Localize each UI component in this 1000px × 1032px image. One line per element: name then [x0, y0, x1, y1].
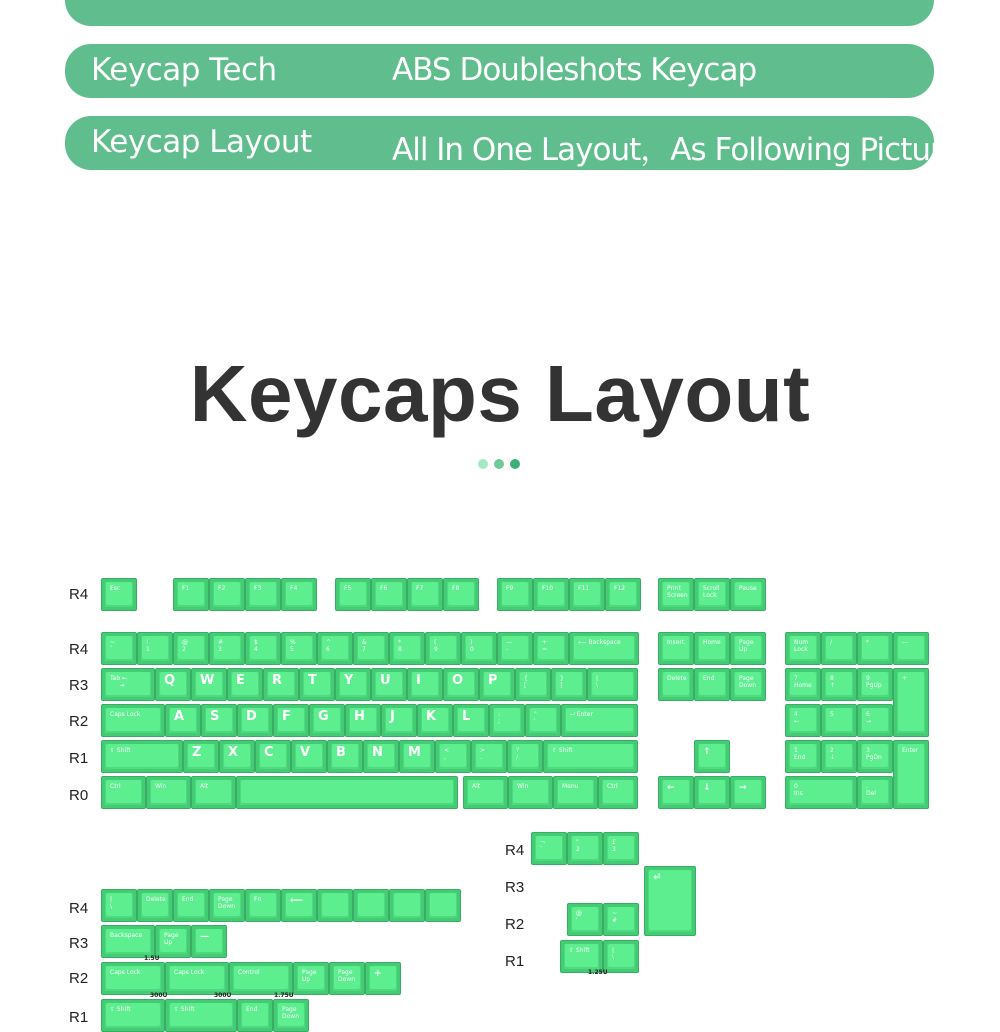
- keycap-legend: Page Up: [739, 639, 754, 653]
- keycap-legend: 5: [830, 711, 834, 718]
- keycap-legend: Pause: [739, 585, 757, 592]
- keycap-legend: : ;: [498, 711, 501, 725]
- keycap-legend: +: [374, 969, 382, 979]
- keycap-legend: 9 PgUp: [866, 675, 882, 689]
- keycap-legend: Print Screen: [667, 585, 688, 599]
- spec-row-colorway: [65, 0, 934, 26]
- keycap-legend: +: [902, 675, 908, 682]
- keycap: [857, 668, 893, 701]
- keycap: [857, 704, 893, 737]
- keycap: [173, 578, 209, 611]
- keycap-legend: * 8: [398, 639, 402, 653]
- keycap: [497, 578, 533, 611]
- keycap: [293, 962, 329, 995]
- keycap: [553, 776, 598, 809]
- keycap: [730, 776, 766, 809]
- keycap: [893, 740, 929, 809]
- spec-row-keycap-layout: [65, 116, 960, 170]
- keycap-legend: ¬ `: [540, 839, 546, 853]
- keycap-legend: Alt: [200, 783, 209, 790]
- keycap-legend: 7 Home: [794, 675, 812, 689]
- decorative-dot: [494, 459, 504, 469]
- keycap-legend: @ ': [576, 910, 582, 924]
- keycap-legend: Num Lock: [794, 639, 809, 653]
- keycap: [893, 632, 929, 665]
- keycap-legend: 2 ↓: [830, 747, 836, 761]
- keycap-legend: U: [380, 673, 391, 688]
- keycap: [785, 668, 821, 701]
- row-label: R4: [505, 842, 525, 859]
- keycap-legend: Menu: [562, 783, 579, 790]
- keycap: [785, 740, 821, 773]
- keycap: [658, 578, 694, 611]
- keycap-legend: →: [739, 783, 747, 793]
- decorative-dot: [478, 459, 488, 469]
- keycap: [101, 776, 146, 809]
- keycap-legend: | \: [110, 896, 113, 910]
- keycap: [399, 740, 435, 773]
- keycap: [407, 578, 443, 611]
- keycap-legend: ) 0: [470, 639, 474, 653]
- row-label: R0: [69, 787, 89, 804]
- keycap-legend: F12: [614, 585, 626, 592]
- keycap-legend: 4 ←: [794, 711, 800, 725]
- keycap: [101, 889, 137, 922]
- keycap-legend: Fn: [254, 896, 262, 903]
- row-label: R4: [69, 586, 89, 603]
- keycap: [785, 776, 857, 809]
- keycap: [371, 668, 407, 701]
- keycap: [658, 632, 694, 665]
- keycap: [191, 776, 236, 809]
- row-label: R2: [505, 916, 525, 933]
- row-label: R1: [69, 1009, 89, 1026]
- keycap: [229, 962, 293, 995]
- keycap-legend: W: [200, 673, 215, 688]
- keycap-legend: Z: [192, 745, 202, 760]
- keycap-legend: G: [318, 709, 329, 724]
- keycap-legend: + =: [542, 639, 548, 653]
- keycap-legend: 0 Ins: [794, 783, 803, 797]
- keycap: [173, 889, 209, 922]
- keycap-legend: V: [300, 745, 311, 760]
- keycap: [857, 776, 893, 809]
- keycap-legend: E: [236, 673, 245, 688]
- keycap: [569, 632, 639, 665]
- keycap: [281, 578, 317, 611]
- keycap: [363, 740, 399, 773]
- keycap: [658, 668, 694, 701]
- keycap-legend: ⇧ Shift: [552, 747, 573, 754]
- keycap: [381, 704, 417, 737]
- keycap: [425, 632, 461, 665]
- keycap: [345, 704, 381, 737]
- keycap: [515, 668, 551, 701]
- keycap: [694, 776, 730, 809]
- row-label: R3: [69, 935, 89, 952]
- keycap-legend: 3 PgDn: [866, 747, 882, 761]
- keycap-legend: ^ 6: [326, 639, 332, 653]
- keycap-legend: " ': [534, 711, 537, 725]
- keycap-legend: ⇧ Shift: [569, 947, 590, 954]
- keycap-legend: M: [408, 745, 421, 760]
- keycap-legend: B: [336, 745, 346, 760]
- keycap: [101, 740, 183, 773]
- keycap: [507, 740, 543, 773]
- keycap: [730, 578, 766, 611]
- keycap: [543, 740, 638, 773]
- keycap-legend: 1 End: [794, 747, 806, 761]
- keycap-legend: Delete: [146, 896, 166, 903]
- keycap: [603, 903, 639, 936]
- keycap: [821, 704, 857, 737]
- keycap: [146, 776, 191, 809]
- keycap: [425, 889, 461, 922]
- keycap-legend: I: [416, 673, 421, 688]
- keycap: [443, 578, 479, 611]
- keycap-legend: F5: [344, 585, 352, 592]
- keycap: [821, 668, 857, 701]
- keycap-legend: Backspace: [110, 932, 143, 939]
- keycap-legend: F9: [506, 585, 514, 592]
- keycap: [857, 632, 893, 665]
- keycap-legend: *: [866, 639, 869, 646]
- keycap: [389, 889, 425, 922]
- keycap-legend: ↓: [703, 783, 711, 793]
- keycap: [407, 668, 443, 701]
- keycap-legend: H: [354, 709, 365, 724]
- keycap-legend: Q: [164, 673, 176, 688]
- key-size-note: 1.5U: [144, 955, 160, 962]
- keycap-legend: S: [210, 709, 220, 724]
- keycap-legend: Y: [344, 673, 354, 688]
- keycap: [644, 866, 696, 936]
- keycap-legend: Alt: [472, 783, 481, 790]
- keycap-legend: F4: [290, 585, 298, 592]
- keycap: [299, 668, 335, 701]
- row-label: R2: [69, 970, 89, 987]
- keycap-legend: ( 9: [434, 639, 438, 653]
- keycap-legend: " 2: [576, 839, 580, 853]
- keycap: [236, 776, 458, 809]
- keycap-legend: Scroll Lock: [703, 585, 720, 599]
- keycap: [569, 578, 605, 611]
- keycap: [201, 704, 237, 737]
- keycap: [255, 740, 291, 773]
- keycap: [508, 776, 553, 809]
- keycap-legend: Ctrl: [607, 783, 618, 790]
- keycap-legend: | \: [612, 947, 615, 961]
- keycap-legend: Win: [517, 783, 529, 790]
- spec-label: Keycap Tech: [91, 52, 277, 88]
- keycap-legend: | \: [596, 675, 599, 689]
- keycap: [561, 704, 638, 737]
- keycap: [417, 704, 453, 737]
- keycap: [489, 704, 525, 737]
- section-heading: Keycaps Layout: [189, 349, 811, 438]
- keycap: [137, 889, 173, 922]
- keycap-legend: F: [282, 709, 291, 724]
- keycap-legend: 6 →: [866, 711, 872, 725]
- keycap: [183, 740, 219, 773]
- keycap: [821, 740, 857, 773]
- keycap: [658, 776, 694, 809]
- keycap: [598, 776, 638, 809]
- keycap: [371, 578, 407, 611]
- keycap: [245, 632, 281, 665]
- keycap: [730, 668, 766, 701]
- keycap: [273, 704, 309, 737]
- keycap: [101, 999, 165, 1032]
- keycap: [453, 704, 489, 737]
- keycap: [785, 632, 821, 665]
- keycap-legend: ? /: [516, 747, 520, 761]
- keycap: [463, 776, 508, 809]
- keycap-legend: X: [228, 745, 239, 760]
- keycap-legend: % 5: [290, 639, 296, 653]
- keycap-legend: End: [246, 1006, 258, 1013]
- key-size-note: 300U: [214, 992, 232, 999]
- keycap: [497, 632, 533, 665]
- keycap: [191, 668, 227, 701]
- row-label: R2: [69, 713, 89, 730]
- keycap: [603, 940, 639, 973]
- keycap-legend: A: [174, 709, 185, 724]
- key-size-note: 1.25U: [588, 969, 608, 976]
- keycap-legend: F7: [416, 585, 424, 592]
- keycap: [694, 740, 730, 773]
- keycap: [525, 704, 561, 737]
- spec-label: Keycap Layout: [91, 124, 312, 160]
- keycap: [165, 962, 229, 995]
- keycap-legend: < ,: [444, 747, 450, 761]
- keycap: [857, 740, 893, 773]
- keycap: [893, 668, 929, 737]
- keycap: [101, 668, 155, 701]
- key-size-note: 300U: [150, 992, 168, 999]
- keycap-legend: F1: [182, 585, 190, 592]
- keycap-legend: Caps Lock: [110, 969, 141, 976]
- keycap: [209, 632, 245, 665]
- keycap: [353, 632, 389, 665]
- keycap-legend: ! 1: [146, 639, 150, 653]
- keycap-legend: D: [246, 709, 257, 724]
- keycap: [821, 632, 857, 665]
- keycap: [785, 704, 821, 737]
- keycap: [329, 962, 365, 995]
- keycap: [137, 632, 173, 665]
- keycap-legend: J: [390, 709, 395, 724]
- keycap-legend: # 3: [218, 639, 224, 653]
- row-label: R1: [69, 750, 89, 767]
- keycap-legend: ⮠ Enter: [570, 711, 593, 718]
- decorative-dot: [510, 459, 520, 469]
- keycap-legend: ~ #: [612, 910, 618, 924]
- keycap: [603, 832, 639, 865]
- keycap-legend: ⇧ Shift: [110, 747, 131, 754]
- keycap-legend: F10: [542, 585, 554, 592]
- keycap-legend: ⏎: [653, 873, 661, 883]
- key-size-note: 1.75U: [274, 992, 294, 999]
- spec-row-keycap-tech: [65, 44, 934, 98]
- keycap: [237, 704, 273, 737]
- keycap: [531, 832, 567, 865]
- keycap: [587, 668, 638, 701]
- keycap: [694, 632, 730, 665]
- keycap-legend: K: [426, 709, 437, 724]
- keycap: [471, 740, 507, 773]
- keycap: [551, 668, 587, 701]
- keycap: [209, 889, 245, 922]
- keycap-legend: $ 4: [254, 639, 258, 653]
- keycap: [730, 632, 766, 665]
- keycap: [317, 632, 353, 665]
- keycap-legend: T: [308, 673, 317, 688]
- keycap: [479, 668, 515, 701]
- keycap-legend: £ 3: [612, 839, 616, 853]
- row-label: R1: [505, 953, 525, 970]
- keycap-legend: Win: [155, 783, 167, 790]
- keycap: [335, 578, 371, 611]
- keycap-legend: > .: [480, 747, 486, 761]
- keycap-legend: R: [272, 673, 283, 688]
- keycap-legend: Enter: [902, 747, 919, 754]
- keycap: [273, 999, 309, 1032]
- keycap-legend: { [: [524, 675, 528, 689]
- keycap-legend: 8 ↑: [830, 675, 836, 689]
- keycap: [165, 999, 237, 1032]
- keycap: [173, 632, 209, 665]
- keycap: [101, 632, 137, 665]
- keycap-legend: Caps Lock: [174, 969, 205, 976]
- keycap-legend: /: [830, 639, 833, 646]
- keycap-legend: } ]: [560, 675, 564, 689]
- row-label: R4: [69, 900, 89, 917]
- keycap-legend: Home: [703, 639, 721, 646]
- keycap: [245, 578, 281, 611]
- keycap: [533, 632, 569, 665]
- row-label: R3: [505, 879, 525, 896]
- keycap: [155, 925, 191, 958]
- keycap-legend: Page Up: [164, 932, 179, 946]
- keycap-legend: L: [462, 709, 471, 724]
- keycap-legend: Insert: [667, 639, 685, 646]
- keycap-legend: N: [372, 745, 383, 760]
- keycap: [309, 704, 345, 737]
- keycap: [461, 632, 497, 665]
- keycap-legend: ⟵: [290, 896, 303, 906]
- keycap-legend: Caps Lock: [110, 711, 141, 718]
- keycap: [533, 578, 569, 611]
- keycap-legend: F11: [578, 585, 590, 592]
- keycap: [694, 668, 730, 701]
- keycap: [245, 889, 281, 922]
- keycap: [191, 925, 227, 958]
- keycap: [605, 578, 641, 611]
- keycap: [155, 668, 191, 701]
- keycap: [263, 668, 299, 701]
- keycap: [219, 740, 255, 773]
- keycap-legend: F6: [380, 585, 388, 592]
- keycap-legend: P: [488, 673, 498, 688]
- keycap: [694, 578, 730, 611]
- keycap-legend: —: [200, 932, 209, 942]
- keycap: [101, 704, 165, 737]
- keycap: [567, 832, 603, 865]
- keycap: [567, 903, 603, 936]
- keycap: [237, 999, 273, 1032]
- keycap: [281, 889, 317, 922]
- keycap-legend: Esc: [110, 585, 121, 592]
- keycap-legend: End: [703, 675, 715, 682]
- spec-value: All In One Layout，As Following Picture: [392, 132, 960, 168]
- keycap-legend: C: [264, 745, 274, 760]
- keycap-legend: Page Down: [739, 675, 757, 689]
- keycap: [101, 925, 155, 958]
- keycap-legend: ~ `: [110, 639, 116, 653]
- keycap-legend: Ctrl: [110, 783, 121, 790]
- keycap: [165, 704, 201, 737]
- keycap-legend: End: [182, 896, 194, 903]
- keycap: [227, 668, 263, 701]
- keycap-legend: O: [452, 673, 464, 688]
- keycap: [435, 740, 471, 773]
- keycap-legend: & 7: [362, 639, 367, 653]
- keycap-legend: ⇧ Shift: [110, 1006, 131, 1013]
- keycap-legend: Page Up: [302, 969, 317, 983]
- keycap-legend: ⟵ Backspace: [578, 639, 621, 646]
- keycap-legend: —: [902, 639, 908, 646]
- keycap-legend: Delete: [667, 675, 687, 682]
- keycap: [101, 578, 137, 611]
- keycap-legend: Page Down: [338, 969, 356, 983]
- keycap: [281, 632, 317, 665]
- keycap-legend: F3: [254, 585, 262, 592]
- keycap-legend: F2: [218, 585, 226, 592]
- keycap-legend: F8: [452, 585, 460, 592]
- keycap-legend: @ 2: [182, 639, 188, 653]
- keycap-legend: . Del: [866, 783, 876, 797]
- keycap-legend: Tab ⇤ ⇥: [110, 675, 128, 689]
- keycap: [353, 889, 389, 922]
- keycap: [209, 578, 245, 611]
- spec-value: ABS Doubleshots Keycap: [392, 52, 757, 88]
- keycap: [101, 962, 165, 995]
- keycap-legend: — -: [506, 639, 512, 653]
- row-label: R3: [69, 677, 89, 694]
- row-label: R4: [69, 641, 89, 658]
- keycap: [335, 668, 371, 701]
- keycap: [365, 962, 401, 995]
- keycap: [291, 740, 327, 773]
- keycap: [443, 668, 479, 701]
- keycap-legend: ↑: [703, 747, 711, 757]
- keycap-legend: ←: [667, 783, 675, 793]
- keycap-legend: ⇧ Shift: [174, 1006, 195, 1013]
- keycap: [327, 740, 363, 773]
- keycap: [389, 632, 425, 665]
- keycap-legend: Page Down: [282, 1006, 300, 1020]
- keycap-legend: Control: [238, 969, 260, 976]
- keycap-legend: Page Down: [218, 896, 236, 910]
- keycap: [317, 889, 353, 922]
